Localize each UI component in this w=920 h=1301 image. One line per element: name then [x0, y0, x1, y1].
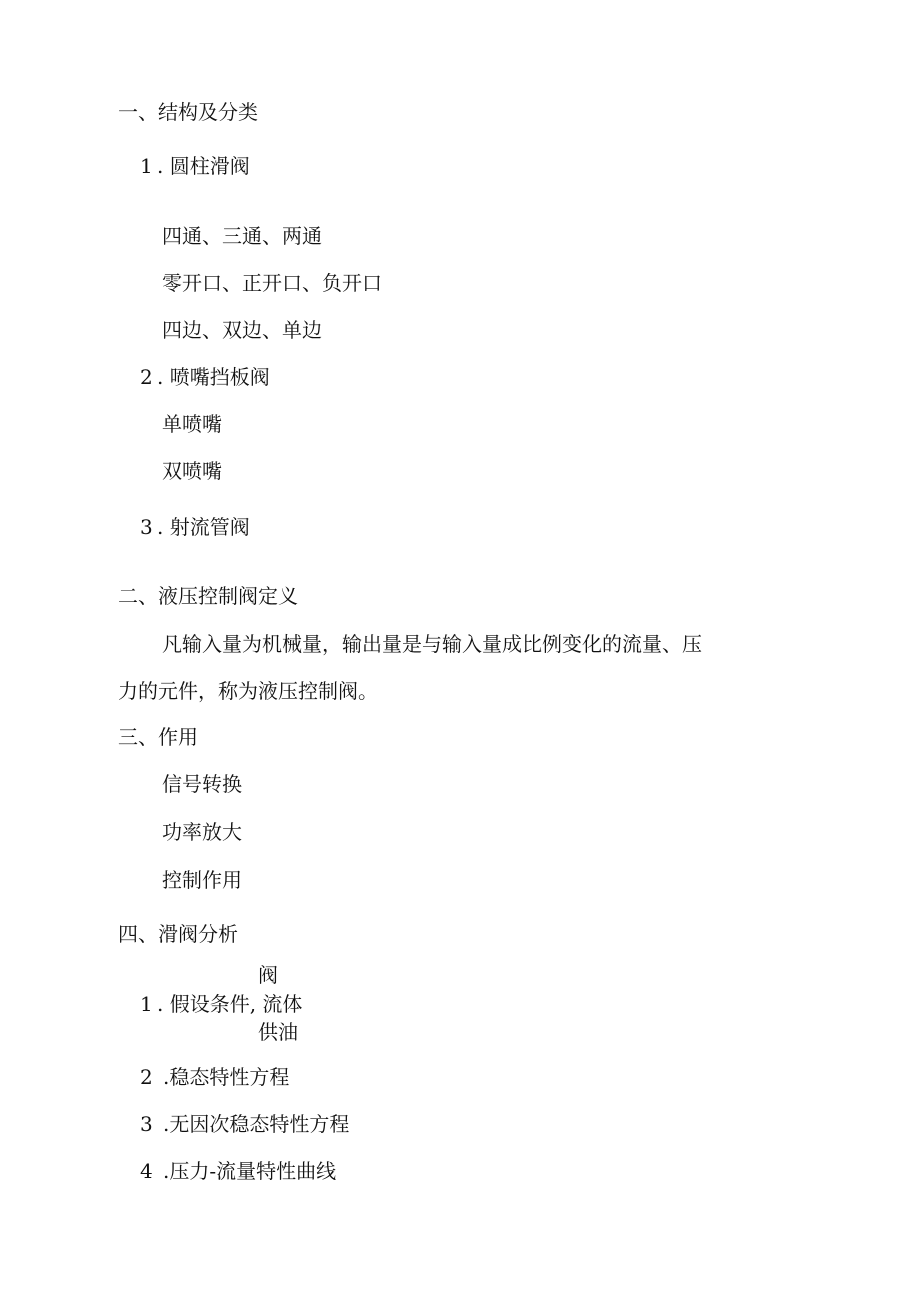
item-number: 4 [140, 1159, 153, 1183]
subitem-double-nozzle: 双喷嘴 [162, 459, 222, 483]
subitem-ways: 四通、三通、两通 [162, 224, 322, 248]
subitem-single-nozzle: 单喷嘴 [162, 412, 222, 436]
section-3-heading: 三、作用 [118, 725, 198, 749]
section-4-heading: 四、滑阀分析 [118, 922, 238, 946]
item-number: 3 [140, 515, 153, 539]
item-label-nozzle-flapper-valve: . 喷嘴挡板阀 [157, 365, 270, 389]
item-number: 2 [140, 365, 153, 389]
item-label-assumptions: . 假设条件, 流体 [157, 992, 303, 1016]
item-label-cylindrical-slide-valve: . 圆柱滑阀 [157, 154, 250, 178]
item-label-dimensionless-equation: .无因次稳态特性方程 [163, 1112, 350, 1136]
item-number: 2 [140, 1065, 153, 1089]
section-2-heading: 二、液压控制阀定义 [118, 584, 298, 608]
item-label-jet-pipe-valve: . 射流管阀 [157, 515, 250, 539]
subitem-openings: 零开口、正开口、负开口 [162, 271, 382, 295]
definition-paragraph-line-2: 力的元件，称为液压控制阀。 [118, 679, 378, 703]
item-number: 1 [140, 992, 153, 1016]
function-item: 信号转换 [162, 772, 242, 796]
subitem-edges: 四边、双边、单边 [162, 318, 322, 342]
item-number: 3 [140, 1112, 153, 1136]
definition-paragraph-line-1: 凡输入量为机械量，输出量是与输入量成比例变化的流量、压 [162, 632, 702, 656]
function-item: 控制作用 [162, 868, 242, 892]
item-number: 1 [140, 154, 153, 178]
function-item: 功率放大 [162, 820, 242, 844]
item-label-pressure-flow-curve: .压力-流量特性曲线 [163, 1159, 337, 1183]
item-label-steady-state-equation: .稳态特性方程 [163, 1065, 290, 1089]
stacked-term-below: 供油 [258, 1020, 298, 1044]
section-1-heading: 一、结构及分类 [118, 100, 258, 124]
stacked-term-above: 阀 [258, 963, 278, 987]
